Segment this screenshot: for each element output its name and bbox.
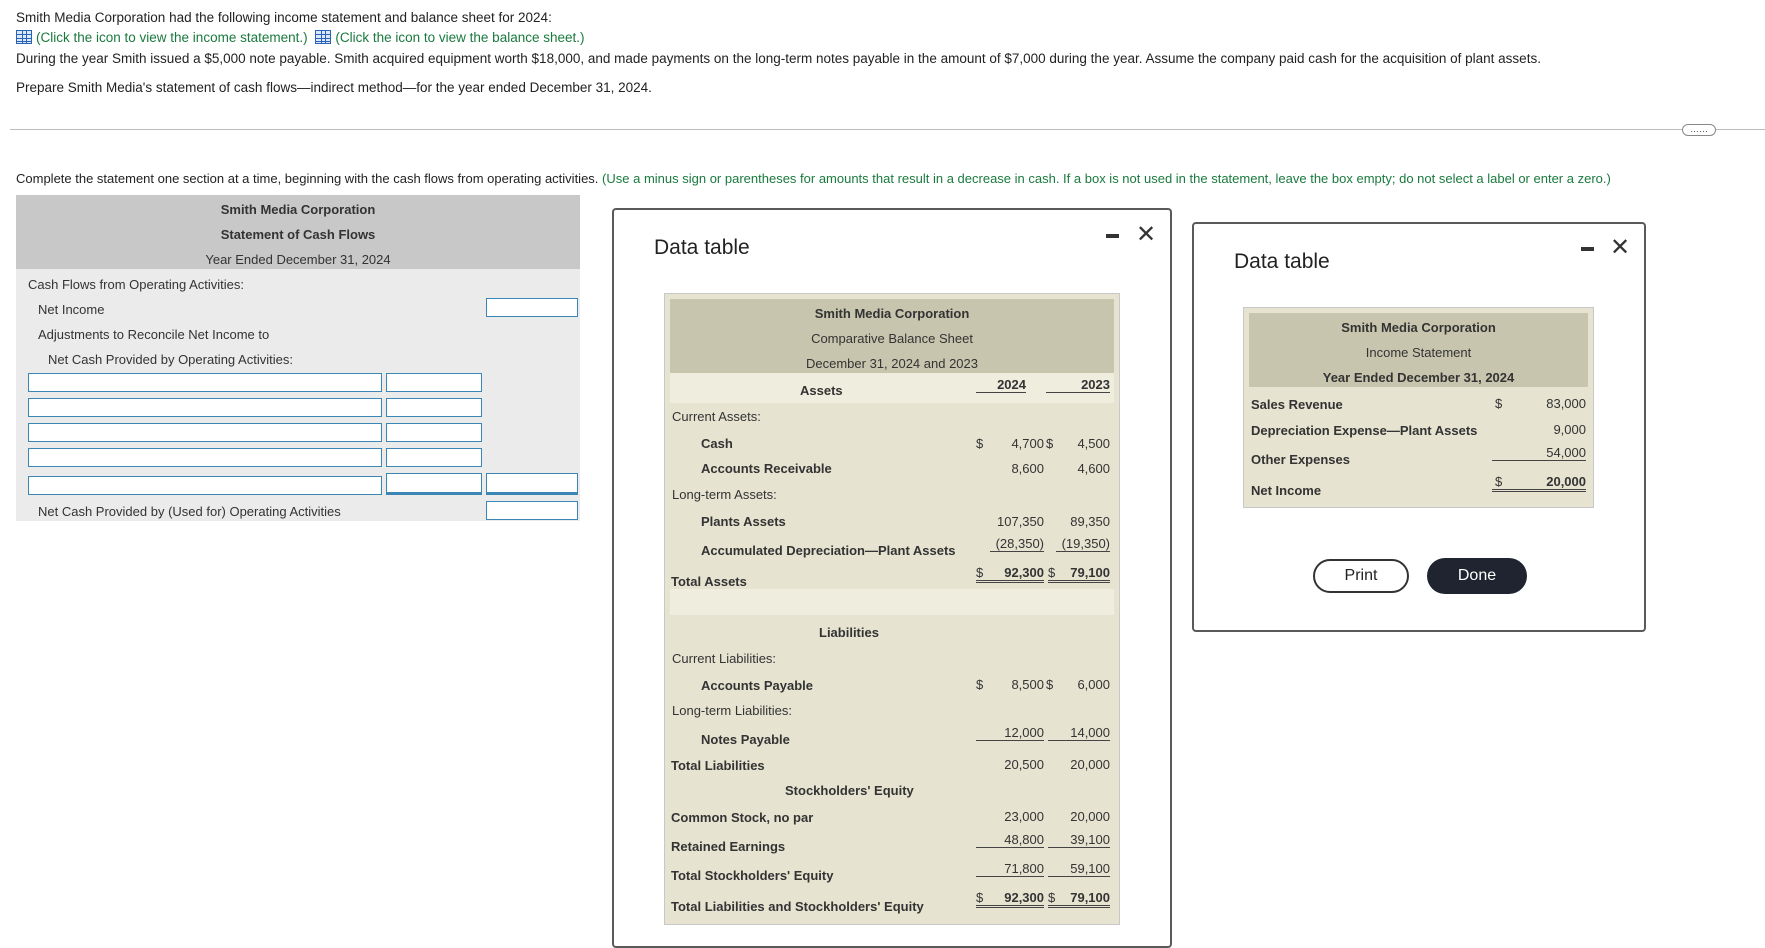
net-income-input[interactable]: [486, 298, 578, 317]
bs-ap-2024: 8,500: [1011, 677, 1044, 692]
bs-total-assets-2023: 79,100: [1048, 565, 1110, 583]
bs-plant-2023: 89,350: [1070, 514, 1110, 529]
bs-ap-label: Accounts Payable: [701, 678, 813, 693]
data-links: [16, 30, 585, 45]
bs-dollar: $: [976, 436, 984, 451]
bs-dollar: $: [976, 677, 984, 692]
bs-total-liab-label: Total Liabilities: [671, 758, 765, 773]
bs-np-2024: 12,000: [976, 725, 1044, 741]
bs-np-label: Notes Payable: [701, 732, 790, 747]
is-other-label: Other Expenses: [1251, 452, 1350, 467]
done-button[interactable]: Done: [1427, 558, 1527, 594]
income-statement-link[interactable]: (Click the icon to view the income statement.): [36, 30, 308, 45]
bs-total-se-2024: 71,800: [976, 861, 1044, 877]
print-button[interactable]: Print: [1313, 559, 1409, 593]
bs-accum-2024: (28,350): [990, 536, 1044, 552]
bs-col-2024: 2024: [976, 377, 1026, 393]
bs-dollar: $: [1048, 890, 1056, 905]
bs-dollar: $: [1046, 677, 1054, 692]
question-task: Prepare Smith Media's statement of cash flows—indirect method—for the year ended December 31, 2024.: [16, 80, 652, 95]
adjustment-amount-input-4[interactable]: [386, 448, 482, 467]
is-company: Smith Media Corporation: [1341, 320, 1496, 335]
adjustment-amount-input-5[interactable]: [386, 473, 482, 495]
bs-total-lse-2024: 92,300: [976, 890, 1044, 908]
statement-period: Year Ended December 31, 2024: [205, 252, 391, 267]
bs-total-liab-2023: 20,000: [1070, 757, 1110, 772]
bs-assets-heading: Assets: [800, 383, 843, 398]
bs-ar-2023: 4,600: [1077, 461, 1110, 476]
adjustment-amount-input-1[interactable]: [386, 373, 482, 392]
is-dep-value: 9,000: [1553, 422, 1586, 437]
balance-sheet-band: [670, 589, 1114, 615]
bs-re-label: Retained Earnings: [671, 839, 786, 854]
adjustments-label-2: Net Cash Provided by Operating Activities:: [48, 352, 293, 367]
bs-total-assets-label: Total Assets: [671, 574, 747, 589]
balance-sheet-table-icon[interactable]: [315, 30, 331, 44]
bs-lt-liab: Long-term Liabilities:: [672, 703, 792, 718]
operating-section-label: Cash Flows from Operating Activities:: [28, 277, 245, 292]
balance-modal-title: Data table: [654, 236, 750, 259]
instruction-hint: (Use a minus sign or parentheses for amounts that result in a decrease in cash. If a box is not used in the statement, leave the box empty; do not select a label or enter a zero.): [602, 171, 1611, 186]
bs-dollar: $: [976, 565, 984, 580]
bs-ar-label: Accounts Receivable: [701, 461, 832, 476]
bs-plant-label: Plants Assets: [701, 514, 786, 529]
statement-title: Statement of Cash Flows: [220, 227, 376, 242]
is-period: Year Ended December 31, 2024: [1322, 370, 1515, 385]
is-statement: Income Statement: [1365, 345, 1472, 360]
income-statement-table-icon[interactable]: [16, 30, 32, 44]
bs-cs-2023: 20,000: [1070, 809, 1110, 824]
adjustment-label-select-4[interactable]: [28, 448, 382, 467]
bs-dollar: $: [976, 890, 984, 905]
bs-accum-label: Accumulated Depreciation—Plant Assets: [701, 543, 956, 558]
total-adjustments-input[interactable]: [486, 473, 578, 495]
balance-modal-close-icon[interactable]: ✕: [1136, 221, 1157, 248]
adjustment-label-select-3[interactable]: [28, 423, 382, 442]
adjustment-amount-input-3[interactable]: [386, 423, 482, 442]
is-sales-label: Sales Revenue: [1251, 397, 1343, 412]
adjustment-amount-input-2[interactable]: [386, 398, 482, 417]
is-ni-value: 20,000: [1492, 474, 1586, 492]
bs-total-lse-2023: 79,100: [1048, 890, 1110, 908]
adjustment-label-select-1[interactable]: [28, 373, 382, 392]
balance-modal-minimize-icon[interactable]: [1106, 234, 1119, 238]
bs-lt-assets: Long-term Assets:: [672, 487, 777, 502]
instruction: [16, 171, 1611, 186]
bs-company: Smith Media Corporation: [814, 306, 970, 321]
bs-current-liab: Current Liabilities:: [672, 651, 777, 666]
bs-ar-2024: 8,600: [1011, 461, 1044, 476]
operating-total-input[interactable]: [486, 501, 578, 520]
question-intro: Smith Media Corporation had the following income statement and balance sheet for 2024:: [16, 10, 552, 25]
bs-col-2023: 2023: [1046, 377, 1110, 393]
is-sales-value: 83,000: [1546, 396, 1586, 411]
is-other-value: 54,000: [1492, 445, 1586, 461]
income-modal-close-icon[interactable]: ✕: [1610, 234, 1631, 261]
bs-total-lse-label: Total Liabilities and Stockholders' Equity: [671, 899, 924, 914]
is-dollar: $: [1495, 474, 1503, 489]
instruction-text: Complete the statement one section at a time, beginning with the cash flows from operating activities.: [16, 171, 599, 186]
question-details: During the year Smith issued a $5,000 note payable. Smith acquired equipment worth $18,000, and made payments on the long-term notes payable in the amount of $7,000 during the year. Assume the company paid cash for the acquisition of plant assets.: [16, 51, 1541, 66]
is-ni-label: Net Income: [1251, 483, 1322, 498]
adjustment-label-select-5[interactable]: [28, 476, 382, 495]
bs-cs-label: Common Stock, no par: [671, 810, 814, 825]
bs-cash-label: Cash: [701, 436, 733, 451]
adjustments-label: Adjustments to Reconcile Net Income to: [38, 327, 270, 342]
bs-ap-2023: 6,000: [1077, 677, 1110, 692]
bs-statement: Comparative Balance Sheet: [811, 331, 973, 346]
bs-total-se-label: Total Stockholders' Equity: [671, 868, 834, 883]
operating-total-label: Net Cash Provided by (Used for) Operating Activities: [38, 504, 341, 519]
bs-cash-2024: 4,700: [1011, 436, 1044, 451]
bs-plant-2024: 107,350: [997, 514, 1044, 529]
bs-total-liab-2024: 20,500: [1004, 757, 1044, 772]
balance-sheet-link[interactable]: (Click the icon to view the balance sheet.): [335, 30, 585, 45]
bs-se-heading: Stockholders' Equity: [785, 783, 914, 798]
bs-date: December 31, 2024 and 2023: [805, 356, 978, 371]
bs-total-se-2023: 59,100: [1048, 861, 1110, 877]
bs-cash-2023: 4,500: [1077, 436, 1110, 451]
bs-dollar: $: [1048, 565, 1056, 580]
is-dollar: $: [1495, 396, 1503, 411]
is-dep-label: Depreciation Expense—Plant Assets: [1251, 423, 1478, 438]
bs-total-assets-2024: 92,300: [976, 565, 1044, 583]
bs-current-assets: Current Assets:: [672, 409, 761, 424]
statement-company: Smith Media Corporation: [220, 202, 376, 217]
divider: [10, 129, 1765, 130]
bs-np-2023: 14,000: [1048, 725, 1110, 741]
bs-re-2024: 48,800: [976, 832, 1044, 848]
bs-liabilities-heading: Liabilities: [819, 625, 879, 640]
bs-cs-2024: 23,000: [1004, 809, 1044, 824]
net-income-label: Net Income: [38, 302, 105, 317]
more-options-button[interactable]: ……: [1682, 124, 1716, 136]
income-modal-title: Data table: [1234, 250, 1330, 273]
bs-accum-2023: (19,350): [1056, 536, 1110, 552]
bs-re-2023: 39,100: [1048, 832, 1110, 848]
income-modal-minimize-icon[interactable]: [1581, 247, 1594, 251]
adjustment-label-select-2[interactable]: [28, 398, 382, 417]
bs-dollar: $: [1046, 436, 1054, 451]
